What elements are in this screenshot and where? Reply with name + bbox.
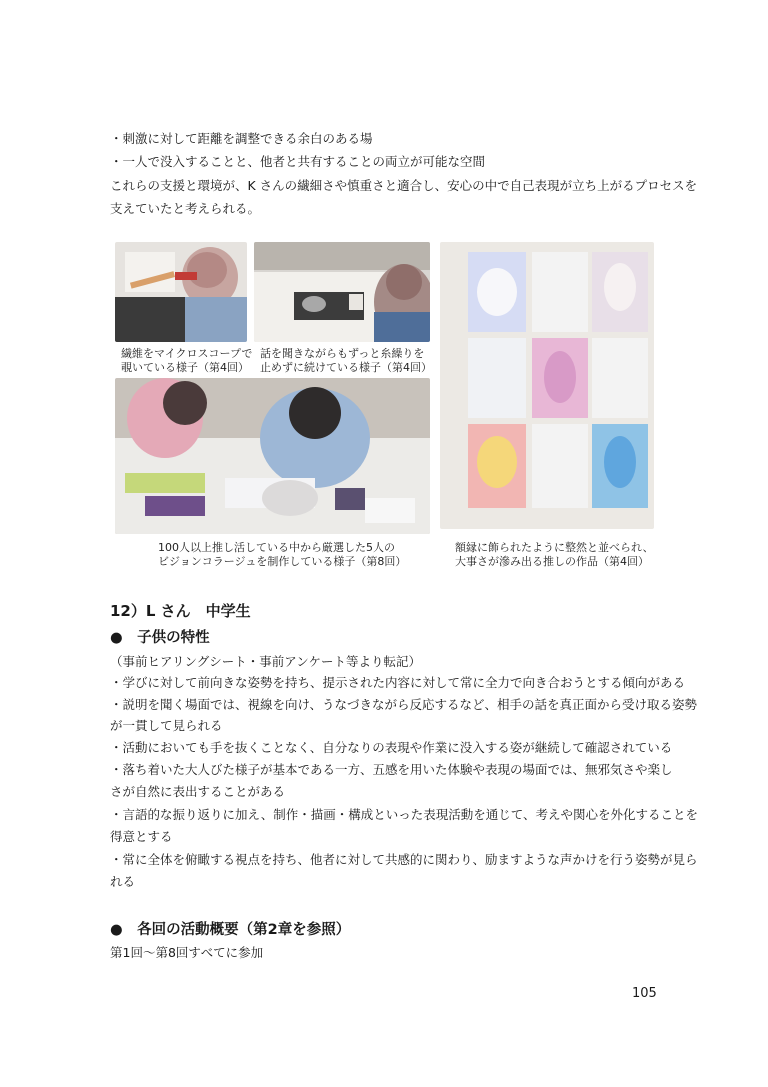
characteristics-line-3: ・説明を聞く場面では、視線を向け、うなづきながら反応するなど、相手の話を真正面から受け取る姿勢 xyxy=(110,697,698,712)
intro-line-3: これらの支援と環境が、K さんの繊細さや慎重さと適合し、安心の中で自己表現が立ち上がるプロセスを xyxy=(110,178,698,193)
section-title: 12）L さん 中学生 xyxy=(110,602,251,620)
photo-vision-collage xyxy=(115,378,430,534)
activities-line-1: 第1回～第8回すべてに参加 xyxy=(110,945,264,960)
characteristics-line-6: ・落ち着いた大人びた様子が基本である一方、五感を用いた体験や表現の場面では、無邪気さや楽し xyxy=(110,762,673,777)
characteristics-line-5: ・活動においても手を抜くことなく、自分なりの表現や作業に没入する姿が継続して確認されている xyxy=(110,740,673,755)
characteristics-line-7: さが自然に表出することがある xyxy=(110,784,286,799)
photo-microscope xyxy=(115,242,247,342)
characteristics-line-11: れる xyxy=(110,874,136,889)
sub-heading-characteristics: ● 子供の特性 xyxy=(110,630,210,646)
sub-heading-activities: ● 各回の活動概要（第2章を参照） xyxy=(110,922,351,938)
characteristics-line-8: ・言語的な振り返りに加え、制作・描画・構成といった表現活動を通じて、考えや関心を外化することを xyxy=(110,807,699,822)
caption-artworks-1: 額縁に飾られたように整然と並べられ、 xyxy=(455,541,654,554)
caption-collage-1: 100人以上推し活している中から厳選した5人の xyxy=(158,541,395,554)
caption-microscope-2: 覗いている様子（第4回） xyxy=(121,361,249,374)
photo-framed-artworks xyxy=(440,242,654,529)
intro-line-2: ・一人で没入することと、他者と共有することの両立が可能な空間 xyxy=(110,154,486,169)
characteristics-line-9: 得意とする xyxy=(110,829,173,844)
characteristics-line-1: （事前ヒアリングシート・事前アンケート等より転記） xyxy=(110,654,422,669)
caption-yarn-2: 止めずに続けている様子（第4回） xyxy=(260,361,432,374)
caption-yarn-1: 話を聞きながらもずっと糸繰りを xyxy=(260,347,425,360)
caption-microscope-1: 繊維をマイクロスコープで xyxy=(121,347,253,360)
characteristics-line-10: ・常に全体を俯瞰する視点を持ち、他者に対して共感的に関わり、励ますような声かけを行う姿勢が見ら xyxy=(110,852,698,867)
characteristics-line-4: が一貫して見られる xyxy=(110,718,223,733)
intro-line-4: 支えていたと考えられる。 xyxy=(110,201,261,216)
intro-line-1: ・刺激に対して距離を調整できる余白のある場 xyxy=(110,131,373,146)
page-number: 105 xyxy=(632,986,657,1001)
characteristics-line-2: ・学びに対して前向きな姿勢を持ち、提示された内容に対して常に全力で向き合おうとする傾向がある xyxy=(110,675,686,690)
photo-yarn-spinning xyxy=(254,242,430,342)
caption-artworks-2: 大事さが滲み出る推しの作品（第4回） xyxy=(455,555,649,568)
caption-collage-2: ビジョンコラージュを制作している様子（第8回） xyxy=(158,555,407,568)
